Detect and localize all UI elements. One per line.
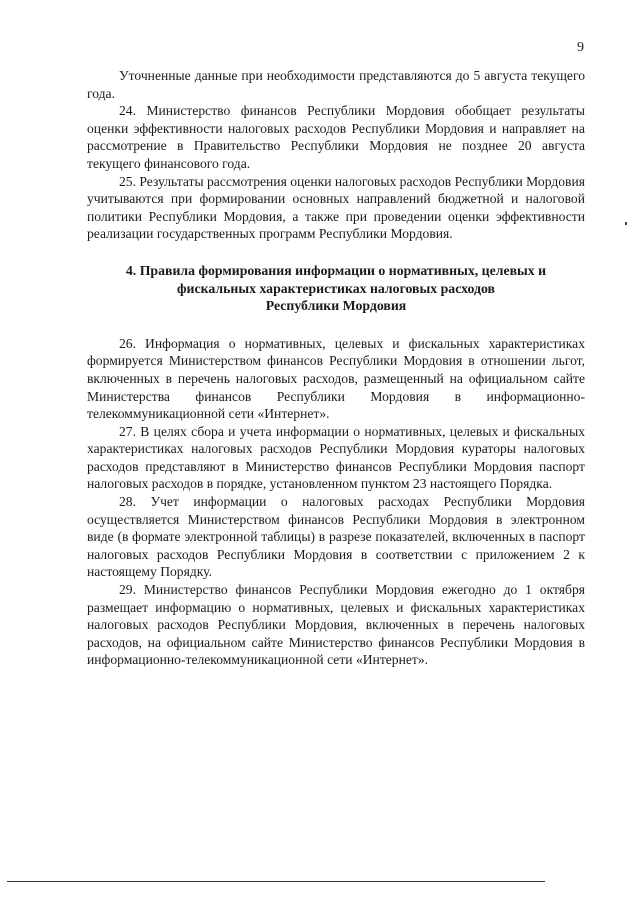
paragraph-25: 25. Результаты рассмотрения оценки налоговых расходов Республики Мордовия учитываются при формировании основных направлений бюджетной и налоговой политики Республики Мордовия, а также при проведении оценки эффективности реализации государственных программ Республики Мордовия. (87, 173, 585, 242)
scan-margin-mark (625, 222, 627, 225)
paragraph-29: 29. Министерство финансов Республики Мордовия ежегодно до 1 октября размещает информацию о нормативных, целевых и фискальных характеристиках налоговых расходов Республики Мордовия, включенных в перечень налоговых расходов, на официальном сайте Министерство финансов Республики Мордовия в информационно-телекоммуникационной сети «Интернет». (87, 582, 585, 668)
paragraph-28: 28. Учет информации о налоговых расходах Республики Мордовия осуществляется Министерством финансов Республики Мордовия в электронном виде (в формате электронной таблицы) в разрезе показателей, включенных в паспорт налоговых расходов Республики Мордовия в соответствии с приложением 2 к настоящему Порядку. (87, 494, 585, 580)
paragraph-clarified-data: Уточненные данные при необходимости представляются до 5 августа текущего года. (87, 68, 585, 101)
paragraph-26: 26. Информация о нормативных, целевых и фискальных характеристиках формируется Министерством финансов Республики Мордовия в отношении льгот, включенных в перечень налоговых расходов, размещенный на официальном сайте Министерства финансов Республики Мордовия в информационно-телекоммуникационной сети «Интернет». (87, 335, 585, 422)
section-heading-line-1: 4. Правила формирования информации о нормативных, целевых и (125, 262, 547, 278)
paragraph-24: 24. Министерство финансов Республики Мордовия обобщает результаты оценки эффективности налоговых расходов Республики Мордовия и направляет на рассмотрение в Правительство Республики Мордовия не позднее 20 августа текущего финансового года. (87, 103, 585, 171)
footer-rule (7, 881, 545, 882)
section-heading-line-2: фискальных характеристиках налоговых расходов (176, 280, 495, 296)
paragraph-27: 27. В целях сбора и учета информации о нормативных, целевых и фискальных характеристиках налоговых расходов Республики Мордовия кураторы налоговых расходов представляют в Министерство финансов Республики Мордовия паспорт налоговых расходов в порядке, установленном пунктом 23 настоящего Порядка. (87, 423, 585, 492)
page-number: 9 (577, 40, 584, 55)
section-heading-line-3: Республики Мордовия (265, 298, 407, 314)
section-heading (87, 262, 585, 315)
document-body (87, 67, 585, 669)
